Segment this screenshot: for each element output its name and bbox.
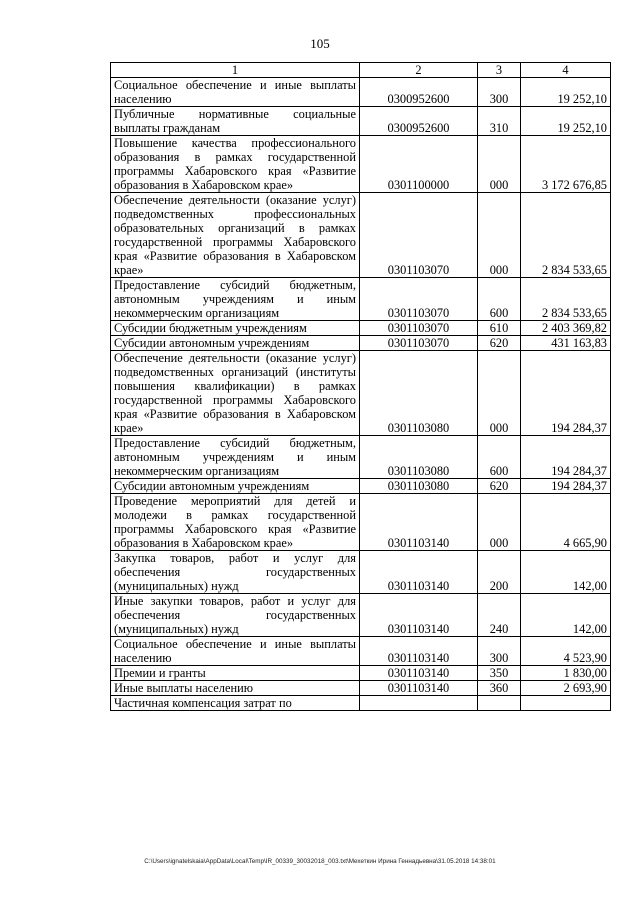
row-amount: 19 252,10: [521, 78, 611, 107]
budget-table: [110, 62, 611, 711]
row-amount: 431 163,83: [521, 336, 611, 351]
row-code: 0301103140: [360, 681, 478, 696]
row-type: 000: [478, 494, 521, 551]
row-type: 620: [478, 336, 521, 351]
row-code: 0301100000: [360, 136, 478, 193]
table-row: [111, 637, 611, 666]
row-amount: 1 830,00: [521, 666, 611, 681]
row-code: 0301103080: [360, 351, 478, 436]
row-name: Премии и гранты: [111, 666, 360, 681]
row-code: 0301103070: [360, 278, 478, 321]
table-row: [111, 336, 611, 351]
row-type: 000: [478, 351, 521, 436]
header-cell: 2: [360, 63, 478, 78]
row-name: Социальное обеспечение и иные выплаты населению: [111, 78, 360, 107]
row-amount: 2 834 533,65: [521, 193, 611, 278]
row-code: 0301103080: [360, 479, 478, 494]
row-code: 0301103070: [360, 336, 478, 351]
row-name: Субсидии автономным учреждениям: [111, 336, 360, 351]
table-row: [111, 193, 611, 278]
row-amount: 19 252,10: [521, 107, 611, 136]
row-amount: 194 284,37: [521, 479, 611, 494]
row-code: 0301103070: [360, 193, 478, 278]
table-row: [111, 321, 611, 336]
row-type: 600: [478, 278, 521, 321]
row-name: Обеспечение деятельности (оказание услуг) подведомственных организаций (институты повышения квалификации) в рамках государственной программы Хабаровского края «Развитие образования в Хабаровском крае»: [111, 351, 360, 436]
row-type: 310: [478, 107, 521, 136]
row-type: 200: [478, 551, 521, 594]
table-row: [111, 436, 611, 479]
row-type: 000: [478, 193, 521, 278]
row-type: 620: [478, 479, 521, 494]
row-amount: 194 284,37: [521, 436, 611, 479]
row-name: Предоставление субсидий бюджетным, автономным учреждениям и иным некоммерческим организациям: [111, 436, 360, 479]
row-code: [360, 696, 478, 711]
table-row: [111, 681, 611, 696]
table-row: [111, 494, 611, 551]
row-type: 000: [478, 136, 521, 193]
row-type: 610: [478, 321, 521, 336]
table-row: [111, 278, 611, 321]
row-amount: 2 834 533,65: [521, 278, 611, 321]
row-code: 0301103140: [360, 637, 478, 666]
row-code: 0300952600: [360, 107, 478, 136]
row-amount: 142,00: [521, 551, 611, 594]
row-amount: 4 523,90: [521, 637, 611, 666]
table-row: [111, 107, 611, 136]
footer-file-path: C:\Users\ignatelskaia\AppData\Local\Temp\IR_00339_30032018_003.txt\Мехеткин Ирина Геннадьевна\31.05.2018 14:38:01: [144, 858, 496, 865]
row-code: 0301103140: [360, 494, 478, 551]
page-number: 105: [310, 36, 330, 51]
header-cell: 4: [521, 63, 611, 78]
row-name: Проведение мероприятий для детей и молодежи в рамках государственной программы Хабаровского края «Развитие образования в Хабаровском крае»: [111, 494, 360, 551]
table-row: [111, 594, 611, 637]
row-amount: 142,00: [521, 594, 611, 637]
row-amount: 3 172 676,85: [521, 136, 611, 193]
row-name: Иные выплаты населению: [111, 681, 360, 696]
row-name: Повышение качества профессионального образования в рамках государственной программы Хабаровского края «Развитие образования в Хабаровском крае»: [111, 136, 360, 193]
row-type: 600: [478, 436, 521, 479]
row-type: 300: [478, 637, 521, 666]
row-type: 350: [478, 666, 521, 681]
row-amount: 4 665,90: [521, 494, 611, 551]
row-type: 300: [478, 78, 521, 107]
row-code: 0301103140: [360, 666, 478, 681]
row-name: Предоставление субсидий бюджетным, автономным учреждениям и иным некоммерческим организациям: [111, 278, 360, 321]
row-type: [478, 696, 521, 711]
table-row: [111, 666, 611, 681]
row-name: Публичные нормативные социальные выплаты гражданам: [111, 107, 360, 136]
row-code: 0301103070: [360, 321, 478, 336]
row-amount: 2 403 369,82: [521, 321, 611, 336]
table-row: [111, 136, 611, 193]
header-cell: 3: [478, 63, 521, 78]
row-type: 240: [478, 594, 521, 637]
table-row: [111, 479, 611, 494]
row-amount: 194 284,37: [521, 351, 611, 436]
row-type: 360: [478, 681, 521, 696]
table-row: [111, 696, 611, 711]
table-row: [111, 78, 611, 107]
row-name: Субсидии бюджетным учреждениям: [111, 321, 360, 336]
row-name: Иные закупки товаров, работ и услуг для обеспечения государственных (муниципальных) нужд: [111, 594, 360, 637]
row-name: Социальное обеспечение и иные выплаты населению: [111, 637, 360, 666]
row-amount: 2 693,90: [521, 681, 611, 696]
row-code: 0300952600: [360, 78, 478, 107]
row-code: 0301103140: [360, 551, 478, 594]
row-code: 0301103140: [360, 594, 478, 637]
row-name: Субсидии автономным учреждениям: [111, 479, 360, 494]
row-amount: [521, 696, 611, 711]
table-row: [111, 551, 611, 594]
row-name: Обеспечение деятельности (оказание услуг) подведомственных профессиональных образовательных организаций в рамках государственной программы Хабаровского края «Развитие образования в Хабаровском крае»: [111, 193, 360, 278]
row-name: Частичная компенсация затрат по: [111, 696, 360, 711]
row-name: Закупка товаров, работ и услуг для обеспечения государственных (муниципальных) нужд: [111, 551, 360, 594]
row-code: 0301103080: [360, 436, 478, 479]
header-cell: 1: [111, 63, 360, 78]
table-row: [111, 351, 611, 436]
table-header-row: [111, 63, 611, 78]
